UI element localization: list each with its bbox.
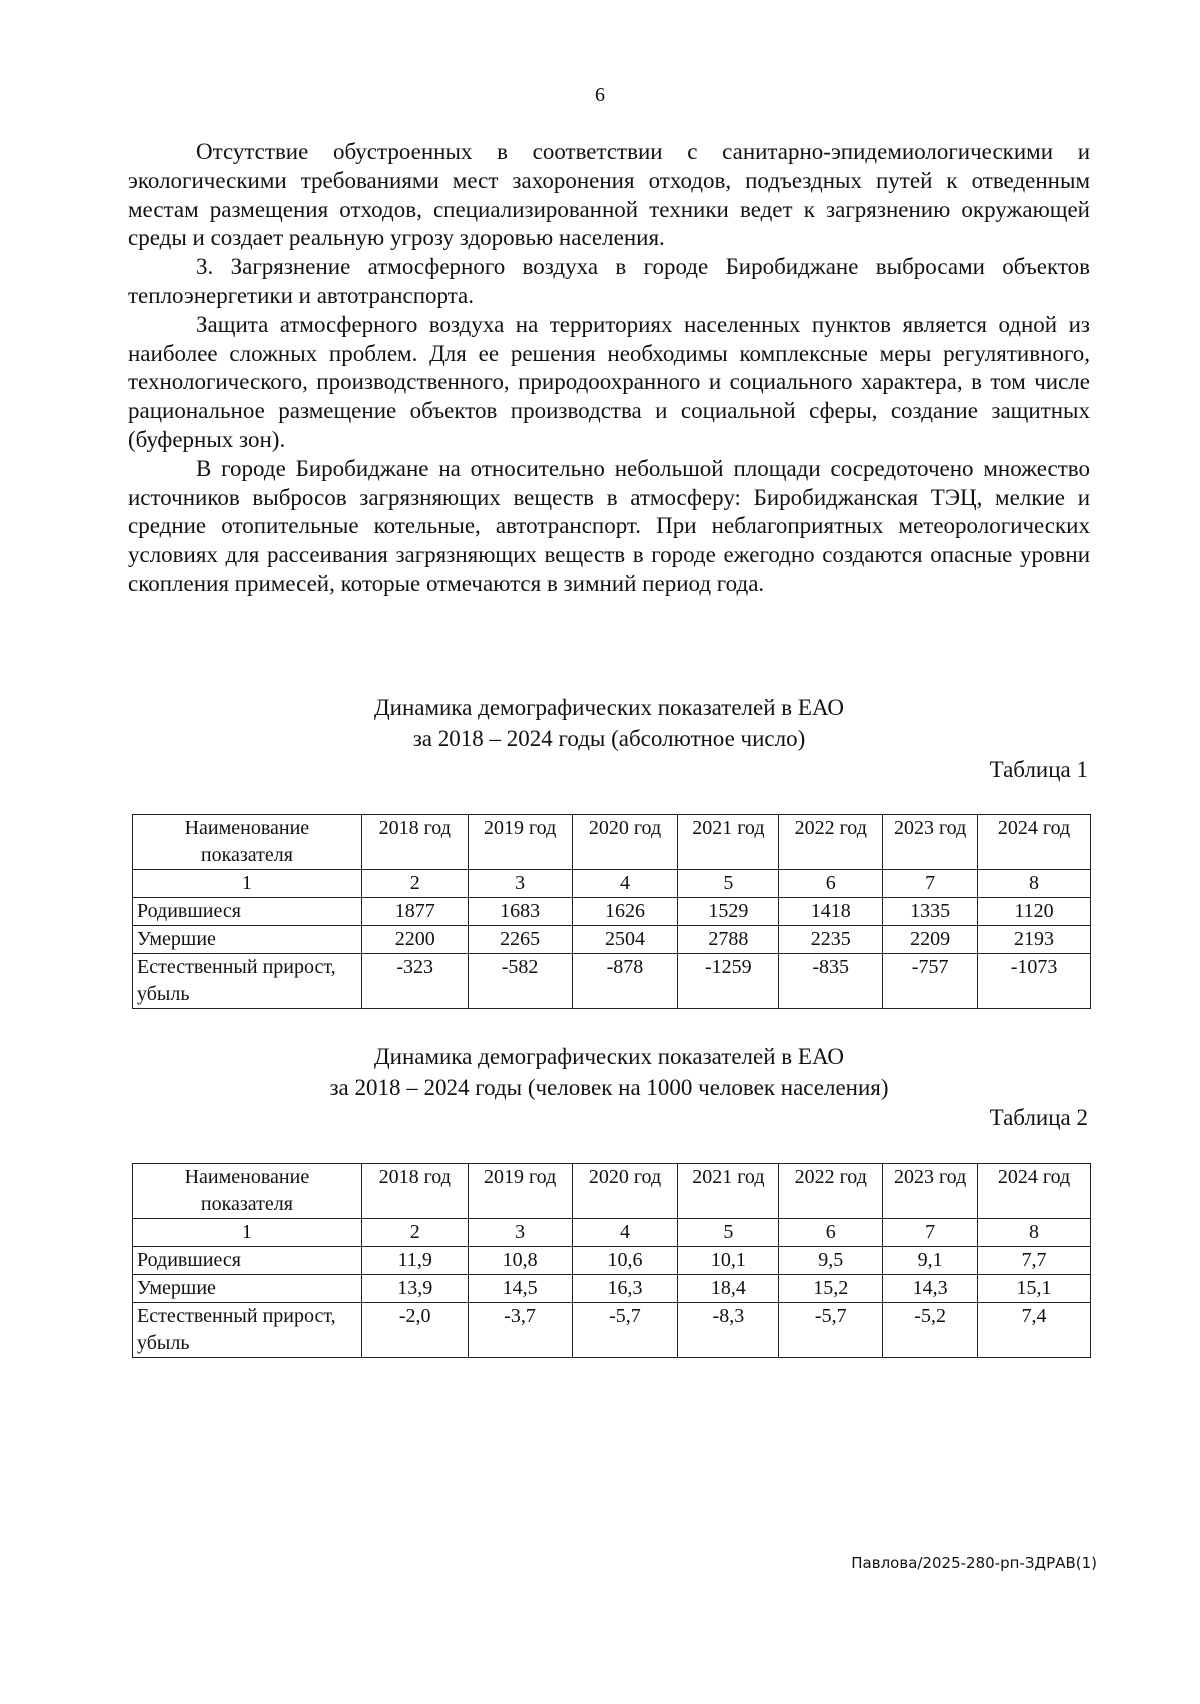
table-1-title-line-1: Динамика демографических показателей в ЕАО <box>373 695 845 720</box>
header-cell: 2023 год <box>883 1164 978 1219</box>
row-name-cell: Естественный прирост, убыль <box>133 954 362 1009</box>
paragraph: Отсутствие обустроенных в соответствии с санитарно-эпидемиологическими и экологическими требованиями мест захоронения отходов, подъездных путей к отведенным местам размещения отходов, специализированной техники ведет к загрязнению окружающей среды и создает реальную угрозу здоровью населения. <box>128 139 1090 251</box>
table-2 <box>132 1163 1091 1358</box>
value-cell: 2788 <box>678 926 779 954</box>
column-number-row <box>133 870 1091 898</box>
column-number-cell: 6 <box>779 870 883 898</box>
value-cell: 14,5 <box>468 1275 572 1303</box>
value-cell: -835 <box>779 954 883 1009</box>
table-header-row <box>133 1164 1091 1219</box>
header-cell: 2022 год <box>779 1164 883 1219</box>
paragraph: В городе Биробиджане на относительно небольшой площади сосредоточено множество источников выбросов загрязняющих веществ в атмосферу: Биробиджанская ТЭЦ, мелкие и средние отопительные котельные, автотранспорт. При неблагоприятных метеорологических условиях для рассеивания загрязняющих веществ в городе ежегодно создаются опасные уровни скопления примесей, которые отмечаются в зимний период года. <box>128 455 1090 596</box>
value-cell: -5,7 <box>572 1303 678 1358</box>
value-cell: 1683 <box>468 898 572 926</box>
header-cell: 2019 год <box>468 1164 572 1219</box>
table-1 <box>132 814 1091 1009</box>
table-row <box>133 898 1091 926</box>
column-number-cell: 8 <box>978 870 1091 898</box>
value-cell: 1529 <box>678 898 779 926</box>
paragraph: Защита атмосферного воздуха на территориях населенных пунктов является одной из наиболее сложных проблем. Для ее решения необходимы комплексные меры регулятивного, технологического, производственного, природоохранного и социального характера, в том числе рациональное размещение объектов производства и социальной сферы, создание защитных (буферных зон). <box>128 311 1090 452</box>
header-cell: 2020 год <box>572 815 678 870</box>
header-cell: 2020 год <box>572 1164 678 1219</box>
header-cell: 2022 год <box>779 815 883 870</box>
column-number-cell: 4 <box>572 870 678 898</box>
column-number-cell: 8 <box>978 1219 1091 1247</box>
table-2-label: Таблица 2 <box>989 1105 1088 1130</box>
column-number-cell: 7 <box>883 1219 978 1247</box>
value-cell: 7,7 <box>978 1247 1091 1275</box>
table-row <box>133 1303 1091 1358</box>
value-cell: 10,1 <box>678 1247 779 1275</box>
value-cell: 1877 <box>361 898 468 926</box>
value-cell: 10,6 <box>572 1247 678 1275</box>
value-cell: 18,4 <box>678 1275 779 1303</box>
header-cell: 2024 год <box>978 1164 1091 1219</box>
header-cell: Наименование показателя <box>133 1164 362 1219</box>
table-2-title-line-2: за 2018 – 2024 годы (человек на 1000 человек населения) <box>329 1075 889 1100</box>
header-cell: 2023 год <box>883 815 978 870</box>
value-cell: -1259 <box>678 954 779 1009</box>
header-cell: 2021 год <box>678 815 779 870</box>
row-name-cell: Умершие <box>133 926 362 954</box>
value-cell: 1335 <box>883 898 978 926</box>
column-number-cell: 1 <box>133 1219 362 1247</box>
value-cell: 1626 <box>572 898 678 926</box>
column-number-cell: 1 <box>133 870 362 898</box>
value-cell: 15,1 <box>978 1275 1091 1303</box>
value-cell: -878 <box>572 954 678 1009</box>
value-cell: 13,9 <box>361 1275 468 1303</box>
column-number-cell: 5 <box>678 870 779 898</box>
table-2-title <box>128 1041 1090 1103</box>
value-cell: 2200 <box>361 926 468 954</box>
column-number-row <box>133 1219 1091 1247</box>
value-cell: -5,7 <box>779 1303 883 1358</box>
value-cell: -582 <box>468 954 572 1009</box>
value-cell: 11,9 <box>361 1247 468 1275</box>
table-row <box>133 1247 1091 1275</box>
value-cell: -3,7 <box>468 1303 572 1358</box>
row-name-cell: Родившиеся <box>133 1247 362 1275</box>
row-name-cell: Умершие <box>133 1275 362 1303</box>
document-footer: Павлова/2025-280-рп-ЗДРАВ(1) <box>851 1554 1097 1572</box>
value-cell: 9,1 <box>883 1247 978 1275</box>
row-name-cell: Естественный прирост, убыль <box>133 1303 362 1358</box>
table-1-label: Таблица 1 <box>989 757 1088 782</box>
value-cell: -757 <box>883 954 978 1009</box>
column-number-cell: 7 <box>883 870 978 898</box>
table-2-title-line-1: Динамика демографических показателей в ЕАО <box>373 1044 845 1069</box>
column-number-cell: 3 <box>468 870 572 898</box>
table-row <box>133 1275 1091 1303</box>
header-cell: 2018 год <box>361 815 468 870</box>
value-cell: 1418 <box>779 898 883 926</box>
header-cell: Наименование показателя <box>133 815 362 870</box>
table-1-title <box>128 692 1090 754</box>
table-row <box>133 926 1091 954</box>
header-cell: 2021 год <box>678 1164 779 1219</box>
column-number-cell: 6 <box>779 1219 883 1247</box>
column-number-cell: 2 <box>361 1219 468 1247</box>
value-cell: 15,2 <box>779 1275 883 1303</box>
column-number-cell: 3 <box>468 1219 572 1247</box>
table-header-row <box>133 815 1091 870</box>
value-cell: 2504 <box>572 926 678 954</box>
value-cell: 2265 <box>468 926 572 954</box>
value-cell: -5,2 <box>883 1303 978 1358</box>
header-cell: 2024 год <box>978 815 1091 870</box>
value-cell: -1073 <box>978 954 1091 1009</box>
value-cell: 7,4 <box>978 1303 1091 1358</box>
header-cell: 2019 год <box>468 815 572 870</box>
value-cell: 1120 <box>978 898 1091 926</box>
column-number-cell: 4 <box>572 1219 678 1247</box>
value-cell: 2193 <box>978 926 1091 954</box>
value-cell: 14,3 <box>883 1275 978 1303</box>
body-text <box>128 138 1090 599</box>
value-cell: 16,3 <box>572 1275 678 1303</box>
page-number: 6 <box>595 84 605 106</box>
table-1-title-line-2: за 2018 – 2024 годы (абсолютное число) <box>412 726 806 751</box>
column-number-cell: 5 <box>678 1219 779 1247</box>
header-cell: 2018 год <box>361 1164 468 1219</box>
value-cell: 2209 <box>883 926 978 954</box>
column-number-cell: 2 <box>361 870 468 898</box>
value-cell: 10,8 <box>468 1247 572 1275</box>
paragraph: 3. Загрязнение атмосферного воздуха в городе Биробиджане выбросами объектов теплоэнергетики и автотранспорта. <box>128 254 1090 308</box>
value-cell: -323 <box>361 954 468 1009</box>
value-cell: 2235 <box>779 926 883 954</box>
value-cell: 9,5 <box>779 1247 883 1275</box>
table-row <box>133 954 1091 1009</box>
row-name-cell: Родившиеся <box>133 898 362 926</box>
value-cell: -2,0 <box>361 1303 468 1358</box>
value-cell: -8,3 <box>678 1303 779 1358</box>
